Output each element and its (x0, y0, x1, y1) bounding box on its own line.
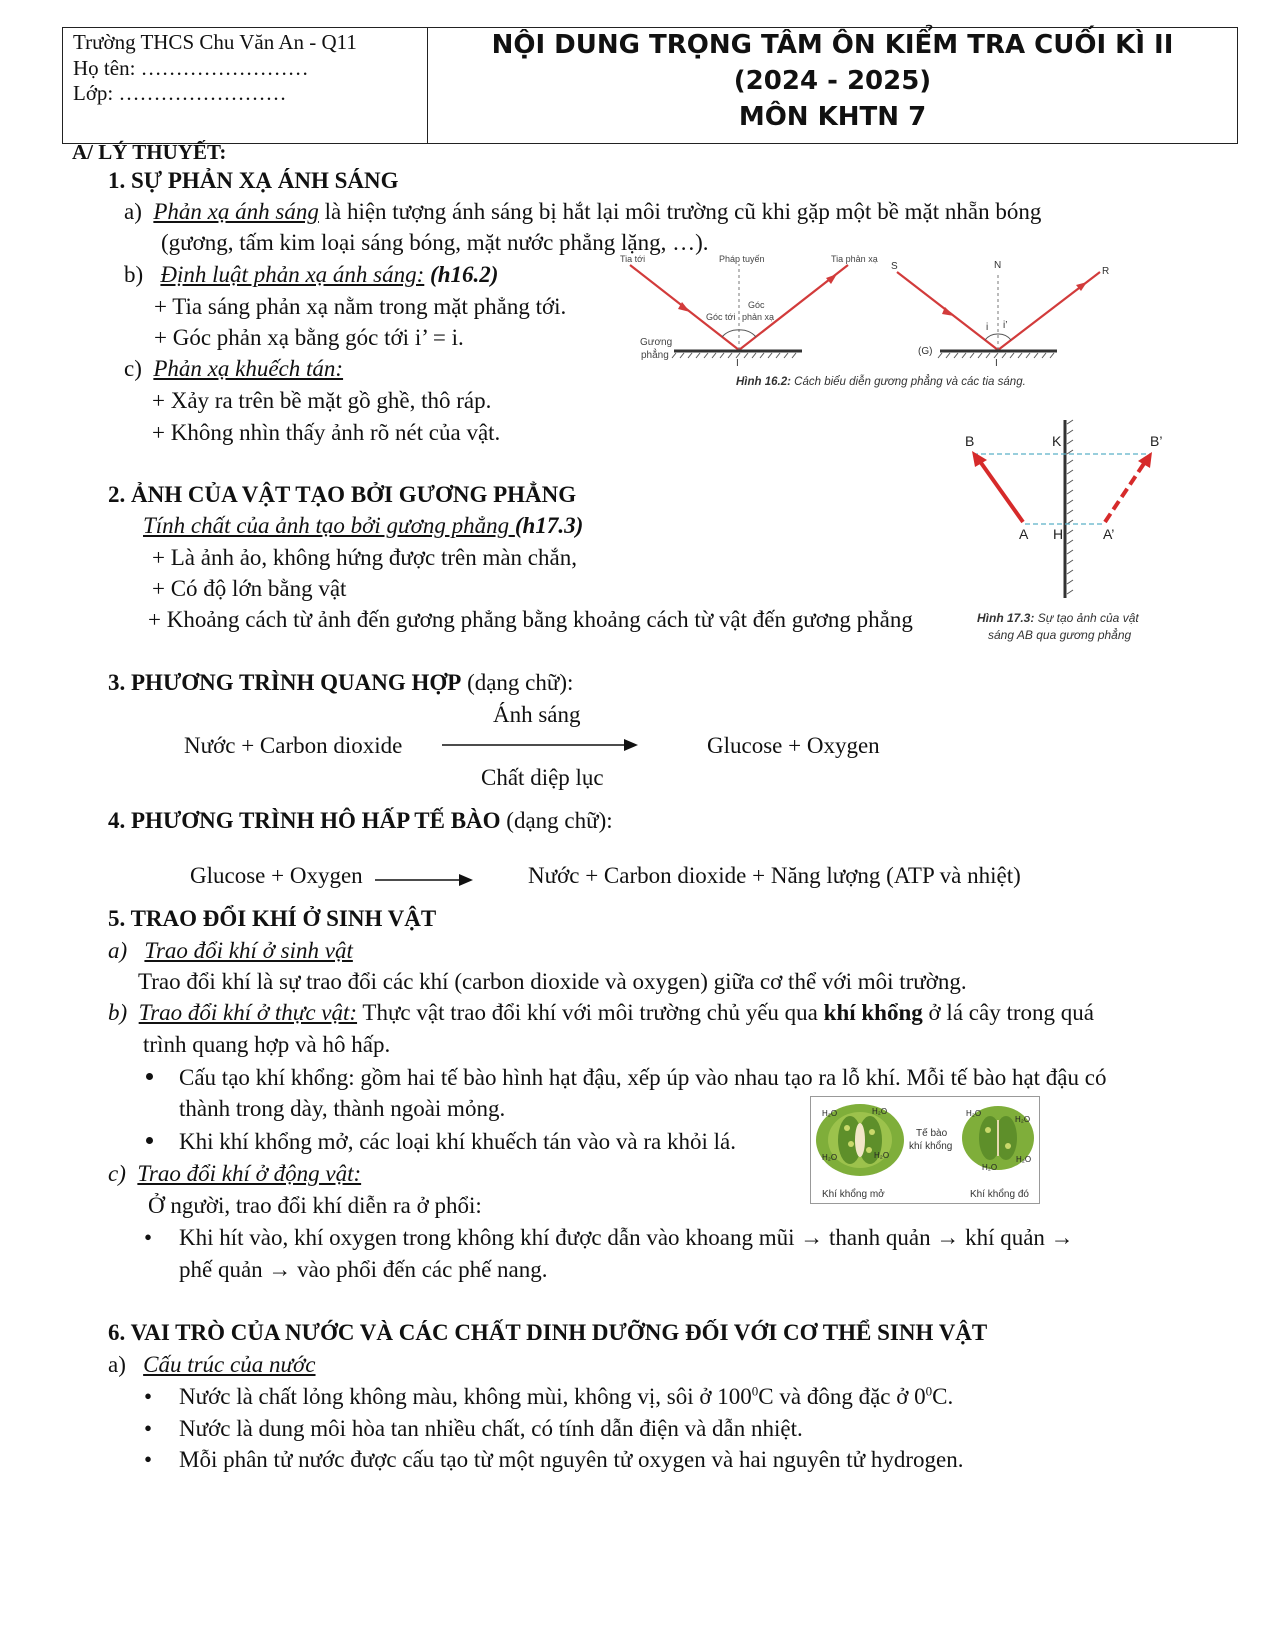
h2o-label: H₂O (1015, 1115, 1031, 1124)
s6-a-term: Cấu trúc của nước (143, 1352, 316, 1377)
doc-title-line3: MÔN KHTN 7 (738, 102, 927, 132)
class-field: Lớp: …………………… (73, 81, 287, 105)
fig162-caption-bold: Hình 16.2: (736, 376, 791, 388)
section-3-heading-line (108, 670, 573, 696)
s5-c-b1a: Khi hít vào, khí oxygen trong không khí được dẫn vào khoang mũi → thanh quản → khí quản → (179, 1225, 1074, 1250)
s1-c-mark: c) (124, 356, 142, 381)
bullet-small: • (144, 1384, 153, 1409)
s2-p1: + Là ảnh ảo, không hứng được trên màn chắn, (152, 545, 577, 570)
s5-c-line (108, 1161, 361, 1187)
fig173-caption-text1: Sự tạo ảnh của vật (1034, 611, 1139, 625)
bullet-dot (146, 1137, 153, 1144)
s1-b-line (124, 262, 498, 288)
s1-b-term: Định luật phản xạ ánh sáng: (160, 262, 425, 287)
label-A-prime: A’ (1103, 526, 1115, 542)
mirror-hatch (672, 353, 796, 358)
s5-b-text1: Thực vật trao đổi khí với môi trường chủ yếu qua (357, 1000, 824, 1025)
section-2-heading: 2. ẢNH CỦA VẬT TẠO BỞI GƯƠNG PHẲNG (108, 482, 577, 507)
stomata-closed-label: Khí khổng đó (970, 1189, 1029, 1200)
s5-c-text: Ở người, trao đổi khí diễn ra ở phổi: (148, 1193, 482, 1218)
label-N: N (994, 260, 1002, 271)
label-i: i (986, 322, 989, 333)
figure-16-2-caption (736, 375, 1026, 388)
s6-b1-sup1: 0 (751, 1383, 759, 1399)
bullet-small: • (144, 1225, 153, 1250)
bullet-small: • (144, 1416, 153, 1441)
photosynthesis-arrow (440, 736, 640, 754)
label-guong: Gương (640, 337, 673, 348)
s6-b1-end: C. (932, 1384, 954, 1409)
label-phap-tuyen: Pháp tuyến (719, 254, 765, 264)
section-3-heading-suffix: (dạng chữ): (461, 670, 574, 695)
s5-bullet1b: thành trong dày, thành ngoài mỏng. (179, 1096, 506, 1121)
h2o-label: H₂O (874, 1151, 890, 1160)
label-S: S (891, 261, 898, 272)
photosynthesis-condition-above: Ánh sáng (493, 702, 581, 727)
label-B: B (965, 433, 975, 449)
label-A: A (1019, 526, 1029, 542)
section-4-heading-suffix: (dạng chữ): (500, 808, 613, 833)
s5-b-text2: ở lá cây trong quá (922, 1000, 1094, 1025)
s5-b-text3: trình quang hợp và hô hấp. (143, 1032, 391, 1057)
s5-b-line (108, 1000, 1094, 1026)
s5-bullet1a: Cấu tạo khí khổng: gồm hai tế bào hình hạt đậu, xếp úp vào nhau tạo ra lỗ khí. Mỗi tế bào hạt đậu có (179, 1065, 1107, 1090)
s2-sub: Tính chất của ảnh tạo bởi gương phẳng (143, 513, 515, 538)
label-I-right: I (995, 358, 998, 369)
s1-c-term: Phản xạ khuếch tán: (153, 356, 344, 381)
s1-c-line (124, 356, 343, 382)
s6-b1-sup2: 0 (925, 1383, 933, 1399)
stomata-label-line1: Tế bào (916, 1128, 948, 1139)
figure-17-3 (955, 418, 1180, 648)
section-1-heading: 1. SỰ PHẢN XẠ ÁNH SÁNG (108, 168, 399, 193)
label-phan-xa: phản xạ (742, 312, 775, 322)
photosynthesis-reactants: Nước + Carbon dioxide (184, 733, 403, 758)
bullet-small: • (144, 1447, 153, 1472)
reflected-arrow (826, 274, 837, 284)
angle-arc-i2 (739, 330, 756, 337)
label-I-left: I (736, 358, 739, 369)
s6-b2: Nước là dung môi hòa tan nhiều chất, có tính dẫn điện và dẫn nhiệt. (179, 1416, 803, 1441)
s1-c1: + Xảy ra trên bề mặt gồ ghề, thô ráp. (152, 388, 492, 413)
bullet-dot (146, 1073, 153, 1080)
s1-b-mark: b) (124, 262, 144, 287)
photosynthesis-products: Glucose + Oxygen (707, 733, 880, 758)
section-3-heading: 3. PHƯƠNG TRÌNH QUANG HỢP (108, 670, 462, 695)
s5-b-mark: b) (108, 1000, 128, 1025)
label-phang: phẳng (641, 350, 669, 361)
stomata-figure (810, 1096, 1040, 1204)
s5-a-term: Trao đổi khí ở sinh vật (144, 938, 353, 963)
section-4-heading: 4. PHƯƠNG TRÌNH HÔ HẤP TẾ BÀO (108, 808, 501, 833)
s2-p2: + Có độ lớn bằng vật (152, 576, 347, 601)
s1-a-text2: (gương, tấm kim loại sáng bóng, mặt nước phẳng lặng, …). (161, 230, 709, 255)
section-4-heading-line (108, 808, 613, 834)
label-B-prime: B’ (1150, 433, 1163, 449)
h2o-label: H₂O (822, 1153, 838, 1162)
object-AB (979, 460, 1023, 522)
image-AB-prime (1105, 462, 1145, 522)
s6-b1-pre: Nước là chất lỏng không màu, không mùi, không vị, sôi ở 100 (179, 1384, 752, 1409)
fig173-caption-bold: Hình 17.3: (977, 611, 1035, 625)
s5-bullet2: Khi khí khổng mở, các loại khí khuếch tán vào và ra khỏi lá. (179, 1129, 736, 1154)
respiration-products: Nước + Carbon dioxide + Năng lượng (ATP và nhiệt) (528, 863, 1021, 888)
s2-sub-line (143, 513, 583, 539)
s5-a-line (108, 938, 353, 964)
s6-a-line (108, 1352, 316, 1378)
fig173-caption-line1 (977, 611, 1139, 625)
angle-arc-2b (998, 334, 1011, 340)
respiration-arrow (373, 871, 475, 889)
angle-arc-i (722, 330, 739, 337)
header-box (62, 27, 1238, 144)
s1-a-mark: a) (124, 199, 142, 224)
s1-b1: + Tia sáng phản xạ nằm trong mặt phẳng tới. (154, 294, 567, 319)
stomata-open-label: Khí khổng mở (822, 1189, 885, 1200)
label-H: H (1053, 526, 1064, 542)
fig162-caption-text: Cách biểu diễn gương phẳng và các tia sáng. (790, 376, 1026, 388)
s5-c-term: Trao đổi khí ở động vật: (137, 1161, 362, 1186)
photosynthesis-condition-below: Chất diệp lục (481, 765, 604, 790)
angle-arc-2a (985, 334, 998, 340)
section-6-heading: 6. VAI TRÒ CỦA NƯỚC VÀ CÁC CHẤT DINH DƯỠNG ĐỐI VỚI CƠ THỂ SINH VẬT (108, 1320, 988, 1345)
s5-c-mark: c) (108, 1161, 126, 1186)
stomata-label-line2: khí khổng (909, 1141, 953, 1152)
h2o-label: H₂O (822, 1109, 838, 1118)
label-goc-toi: Góc tới (706, 312, 736, 322)
h2o-label: H₂O (1016, 1155, 1032, 1164)
s1-a-text: là hiện tượng ánh sáng bị hắt lại môi trường cũ khi gặp một bề mặt nhẵn bóng (318, 199, 1042, 224)
label-G: (G) (918, 346, 933, 357)
label-K: K (1052, 433, 1062, 449)
name-field: Họ tên: …………………… (73, 56, 309, 80)
s2-sub-ref: (h17.3) (514, 513, 584, 538)
s5-a-text: Trao đổi khí là sự trao đổi các khí (carbon dioxide và oxygen) giữa cơ thể với môi trường. (138, 969, 967, 994)
s2-p3: + Khoảng cách từ ảnh đến gương phẳng bằng khoảng cách từ vật đến gương phẳng (148, 607, 913, 632)
figure-16-2 (612, 250, 1110, 395)
section-5-heading: 5. TRAO ĐỔI KHÍ Ở SINH VẬT (108, 906, 437, 931)
label-i-prime: i’ (1003, 320, 1008, 331)
s5-c-b1b: phế quản → vào phổi đến các phế nang. (179, 1257, 548, 1282)
s6-b3: Mỗi phân tử nước được cấu tạo từ một nguyên tử oxygen và hai nguyên tử hydrogen. (179, 1447, 964, 1472)
s1-a-line (124, 199, 1041, 225)
label-R: R (1102, 266, 1110, 277)
s5-b-bold: khí khổng (823, 1000, 923, 1025)
s6-b1-mid: C và đông đặc ở 0 (758, 1384, 926, 1409)
s6-a-mark: a) (108, 1352, 126, 1377)
s5-a-mark: a) (108, 938, 128, 963)
h2o-label: H₂O (872, 1107, 888, 1116)
school-name: Trường THCS Chu Văn An - Q11 (73, 30, 357, 54)
s6-b1 (179, 1384, 953, 1410)
s1-a-term: Phản xạ ánh sáng (153, 199, 319, 224)
doc-title-line2: (2024 - 2025) (733, 66, 932, 96)
label-goc: Góc (748, 300, 765, 310)
h2o-label: H₂O (982, 1163, 998, 1172)
s5-b-term: Trao đổi khí ở thực vật: (138, 1000, 358, 1025)
h2o-label: H₂O (966, 1109, 982, 1118)
label-tia-toi: Tia tới (620, 254, 646, 264)
s1-b2: + Góc phản xạ bằng góc tới i’ = i. (154, 325, 464, 350)
part-a-heading: A/ LÝ THUYẾT: (72, 140, 227, 164)
label-tia-phan-xa: Tia phản xạ (831, 254, 878, 264)
s1-b-ref: (h16.2) (424, 262, 499, 287)
respiration-reactants: Glucose + Oxygen (190, 863, 363, 888)
s1-c2: + Không nhìn thấy ảnh rõ nét của vật. (152, 420, 501, 445)
doc-title-line1: NỘI DUNG TRỌNG TÂM ÔN KIỂM TRA CUỐI KÌ II (491, 30, 1174, 60)
fig173-caption-line2: sáng AB qua gương phẳng (988, 628, 1132, 642)
mirror-hatch-vertical (1067, 420, 1073, 594)
